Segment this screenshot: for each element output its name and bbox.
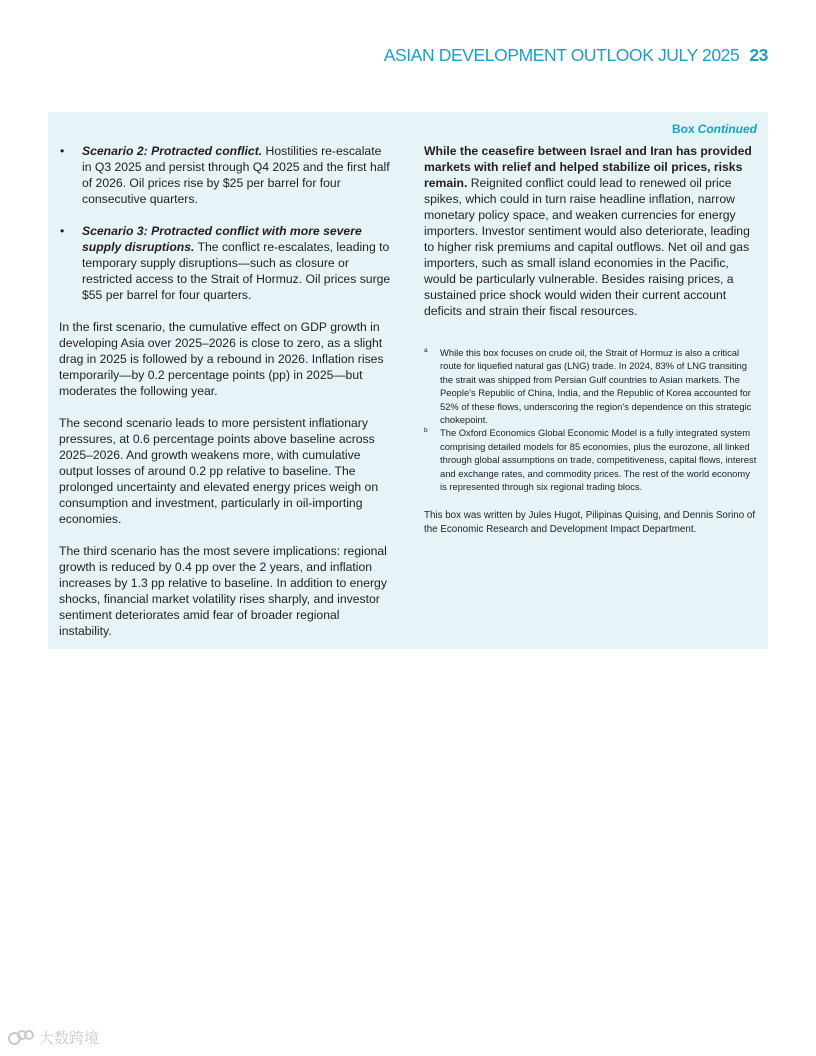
scenario-heading: Scenario 2: Protracted conflict. [82, 144, 263, 158]
body-paragraph: The third scenario has the most severe implications: regional growth is reduced by 0.4 pp over the 2 years, and inflation increases by 1.3 pp relative to baseline. In addition to energy shocks, financial market volatility rises sharply, and investor sentiment deteriorates amid fear of broader regional instability. [59, 544, 387, 638]
lead-paragraph [424, 143, 758, 319]
scenario-item [59, 223, 392, 303]
box-panel [48, 112, 768, 649]
continued-label-text: Continued [697, 122, 757, 136]
scenario-heading: Scenario 3: Protracted conflict with more severe supply disruptions. [82, 224, 362, 254]
footnote [424, 426, 758, 493]
bullet-icon: • [60, 144, 65, 158]
footnotes [424, 346, 758, 493]
footnote-text: The Oxford Economics Global Economic Model is a fully integrated system comprising detailed models for 85 economies, plus the eurozone, all linked through global assumptions on trade, competitiveness, capital flows, interest and exchange rates, and commodity prices. The rest of the world economy is represented through six regional trading blocs. [440, 427, 757, 493]
box-label-text: Box [672, 122, 695, 136]
footnote-text: While this box focuses on crude oil, the Strait of Hormuz is also a critical route for liquefied natural gas (LNG) trade. In 2024, 83% of LNG transiting the strait was shipped from Persian Gulf countries to Asian markets. The People's Republic of China, India, and the Republic of Korea accounted for 52% of these flows, underscoring the region's dependence on this strategic chokepoint. [440, 347, 752, 426]
body-paragraph: In the first scenario, the cumulative effect on GDP growth in developing Asia over 2025–2026 is close to zero, as a slight drag in 2025 is followed by a rebound in 2026. Inflation rises temporarily—by 0.2 percentage points (pp) in 2025—but moderates the following year. [59, 320, 384, 398]
author-credit: This box was written by Jules Hugot, Pilipinas Quising, and Dennis Sorino of the Economic Research and Development Impact Department. [424, 510, 756, 536]
footnote [424, 346, 758, 426]
watermark-text: 大数跨境 [39, 1030, 100, 1047]
watermark [8, 1027, 99, 1048]
right-column [424, 143, 758, 537]
lead-body-text: Reignited conflict could lead to renewed oil price spikes, which could in turn raise headline inflation, narrow monetary policy space, and weaken currencies for energy importers. Investor sentiment would also deteriorate, leading to higher risk premiums and capital outflows. Net oil and gas importers, such as small island economies in the Pacific, would be particularly vulnerable. Besides raising prices, a sustained price shock would widen their current account deficits and strain their fiscal resources. [424, 176, 750, 318]
scenario-list [59, 143, 392, 303]
body-paragraph: The second scenario leads to more persistent inflationary pressures, at 0.6 percentage points above baseline across 2025–2026. And growth weakens more, with cumulative output losses of around 0.2 pp relative to baseline. The prolonged uncertainty and elevated energy prices weigh on consumption and investment, particularly in oil-importing economies. [59, 416, 379, 526]
left-column [59, 143, 392, 655]
page-number: 23 [749, 45, 768, 65]
scenario-text: Hostilities re-escalate in Q3 2025 and persist through Q4 2025 and the first half of 2026. Oil prices rise by $25 per barrel for four consecutive quarters. [82, 144, 390, 206]
running-header [384, 45, 768, 66]
publication-title: ASIAN DEVELOPMENT OUTLOOK JULY 2025 [383, 45, 740, 65]
footnote-marker: b [424, 427, 428, 435]
box-continued-label [672, 122, 757, 136]
bullet-icon: • [60, 224, 65, 238]
scenario-text: The conflict re-escalates, leading to temporary supply disruptions—such as closure or restricted access to the Strait of Hormuz. Oil prices surge $55 per barrel for four quarters. [82, 240, 391, 302]
footnote-marker: a [424, 347, 428, 354]
watermark-logo-icon [8, 1030, 36, 1045]
lead-bold-text: While the ceasefire between Israel and Iran has provided markets with relief and helped stabilize oil prices, risks remain. [424, 144, 752, 190]
scenario-item [59, 143, 392, 207]
